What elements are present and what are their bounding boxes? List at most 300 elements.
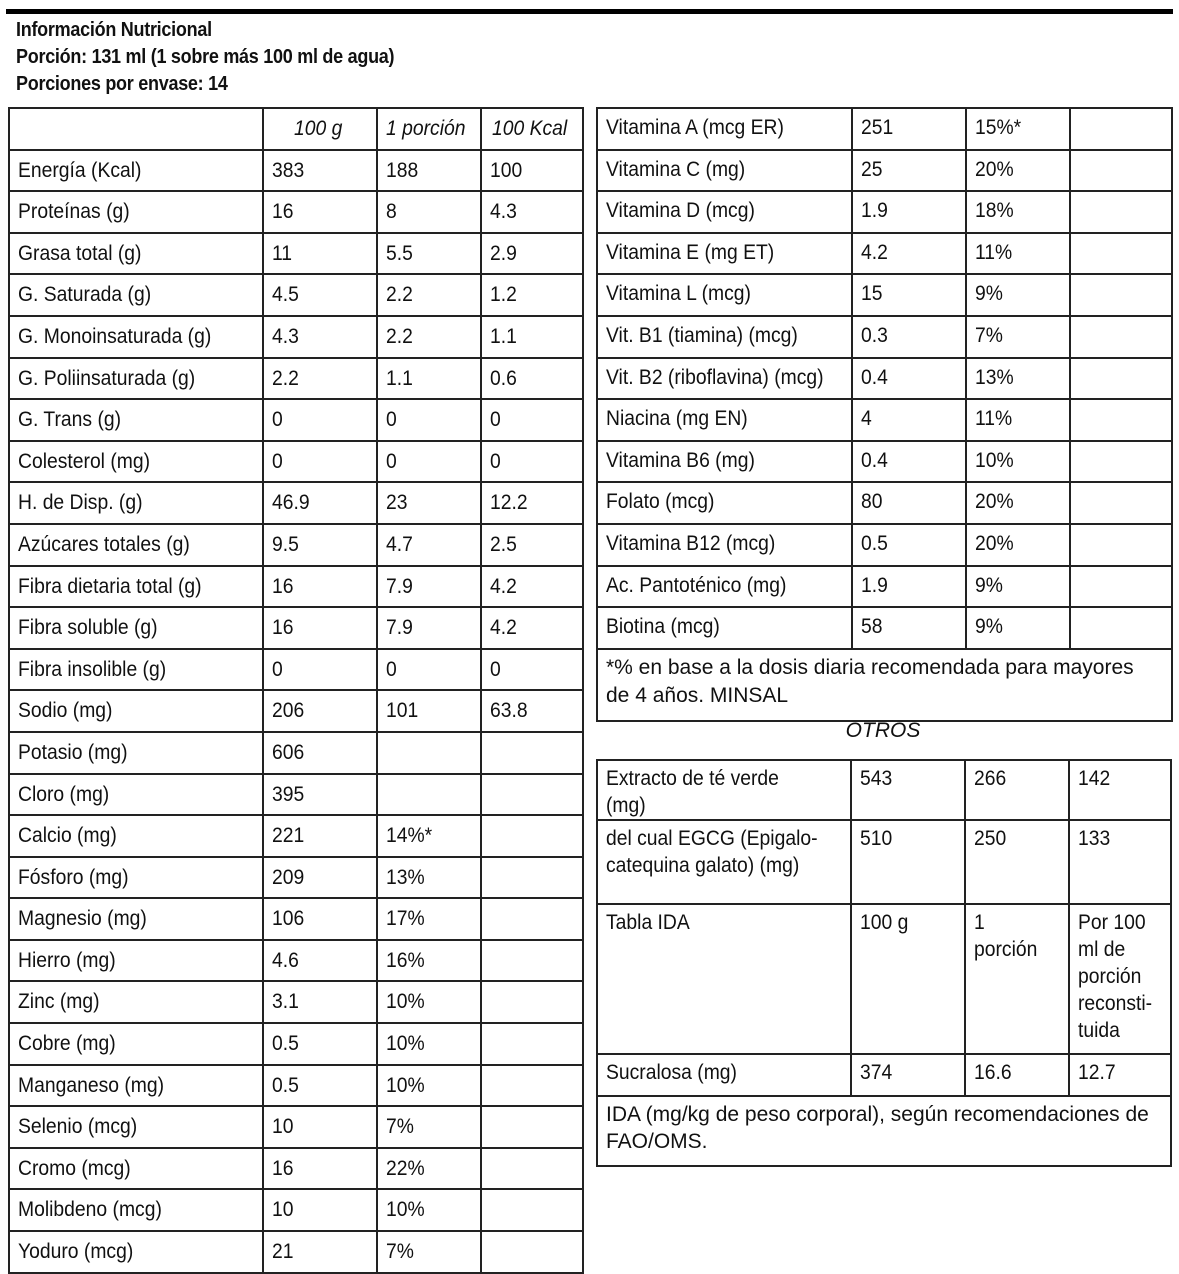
table-row [9, 358, 583, 400]
vitamin-name-text: Vit. B2 (riboflavina) (mcg) [606, 365, 824, 389]
nutrient-value [263, 441, 377, 483]
vitamins-table [596, 107, 1173, 722]
vitamin-value-text: 18% [974, 199, 1014, 223]
nutrient-value [377, 1189, 481, 1231]
nutrient-name-text: Sodio (mg) [18, 699, 113, 723]
vitamin-name [597, 191, 852, 233]
nutrient-value-text: 16 [272, 574, 294, 598]
nutrient-value-text: 16 [272, 1156, 294, 1180]
vitamin-value [852, 191, 966, 233]
vitamin-name [597, 482, 852, 524]
nutrient-value-text: 0 [386, 408, 397, 432]
table-row [597, 1054, 1171, 1096]
item-value [1069, 904, 1171, 1054]
table-row [597, 150, 1172, 192]
nutrient-value-text: 221 [272, 824, 305, 848]
nutrient-value-text: 0 [386, 657, 397, 681]
table-row [9, 524, 583, 566]
vitamin-name [597, 358, 852, 400]
nutrient-name-text: Cloro (mg) [18, 782, 110, 806]
vitamin-value [966, 233, 1070, 275]
nutrient-value [481, 566, 583, 608]
nutrient-name [9, 316, 263, 358]
vitamin-value [852, 150, 966, 192]
table-row [9, 732, 583, 774]
table-row [9, 1106, 583, 1148]
nutrient-value [377, 1148, 481, 1190]
item-name [597, 1054, 851, 1096]
table-row [597, 482, 1172, 524]
item-value [1069, 820, 1171, 904]
vitamin-value [852, 358, 966, 400]
vitamin-value-text: 9% [974, 282, 1003, 306]
table-row [9, 316, 583, 358]
top-rule [6, 9, 1173, 14]
nutrient-name [9, 524, 263, 566]
vitamin-value [966, 566, 1070, 608]
vitamin-name [597, 524, 852, 566]
item-value [851, 1054, 965, 1096]
nutrient-value [263, 1023, 377, 1065]
vitamin-value [852, 274, 966, 316]
nutrient-value [377, 732, 481, 774]
nutrient-name-text: Fibra soluble (g) [18, 616, 158, 640]
nutrient-value [263, 358, 377, 400]
nutrient-name-text: Hierro (mg) [18, 948, 116, 972]
nutrient-name-text: Grasa total (g) [18, 241, 142, 265]
vitamin-value-text: 15 [860, 282, 883, 306]
nutrient-value [263, 274, 377, 316]
otros-section-title: OTROS [845, 719, 921, 742]
nutrient-value-text: 14%* [386, 824, 433, 848]
nutrient-value [377, 191, 481, 233]
item-name-text: del cual EGCG (Epigalo-catequina galato) (mg) [606, 827, 818, 877]
vitamin-name-text: Vitamina C (mg) [606, 157, 746, 181]
nutrient-value-text: 7.9 [386, 616, 413, 640]
nutrient-value [263, 150, 377, 192]
column-header-text: 1 porción [386, 117, 466, 140]
item-name [597, 820, 851, 904]
item-value-text: 510 [860, 827, 893, 850]
table-row [597, 316, 1172, 358]
nutrient-value-text: 4.5 [272, 283, 299, 307]
nutrient-value [377, 607, 481, 649]
nutrient-value-text: 9.5 [272, 532, 299, 556]
vitamin-name-text: Vitamina L (mcg) [606, 282, 751, 306]
nutrient-value-text: 3.1 [272, 990, 299, 1014]
vitamin-value [966, 358, 1070, 400]
vitamin-value [966, 482, 1070, 524]
nutrient-value [377, 316, 481, 358]
table-row [597, 904, 1171, 1054]
table-row [9, 857, 583, 899]
table-row [9, 1148, 583, 1190]
table-row [9, 940, 583, 982]
nutrient-name-text: Fibra insolible (g) [18, 657, 167, 681]
nutrient-value-text: 7% [386, 1115, 414, 1139]
nutrient-value [481, 233, 583, 275]
nutrient-value [377, 441, 481, 483]
nutrient-value-text: 383 [272, 158, 305, 182]
nutrient-value [263, 898, 377, 940]
footnote-row [597, 649, 1172, 721]
nutrient-value [481, 1148, 583, 1190]
nutrient-value-text: 0 [386, 449, 397, 473]
vitamin-value [1070, 441, 1172, 483]
nutrient-value [263, 607, 377, 649]
vitamin-value-text: 20% [974, 157, 1014, 181]
nutrient-name-text: H. de Disp. (g) [18, 491, 143, 515]
table-row [9, 1231, 583, 1273]
vitamin-value-text: 20% [974, 490, 1014, 514]
vitamin-value-text: 0.4 [860, 365, 888, 389]
nutrient-value [377, 1023, 481, 1065]
nutrient-value-text: 1.1 [490, 324, 518, 348]
nutrient-value-text: 5.5 [386, 241, 413, 265]
vitamin-value [966, 607, 1070, 649]
vitamin-name [597, 441, 852, 483]
nutrient-value [377, 399, 481, 441]
nutrient-value [481, 274, 583, 316]
nutrient-value [377, 566, 481, 608]
vitamin-value [966, 274, 1070, 316]
nutrient-value [263, 482, 377, 524]
vitamin-value [1070, 399, 1172, 441]
nutrient-name-text: G. Monoinsaturada (g) [18, 324, 212, 348]
item-value [965, 760, 1069, 820]
vitamin-name-text: Vitamina A (mcg ER) [606, 116, 784, 139]
nutrient-value [377, 524, 481, 566]
nutrient-value-text: 0.5 [272, 1032, 299, 1056]
nutrient-name [9, 358, 263, 400]
vitamin-value [1070, 316, 1172, 358]
nutrient-value [377, 815, 481, 857]
nutrient-name [9, 441, 263, 483]
nutrient-value [377, 1065, 481, 1107]
vitamin-value [852, 233, 966, 275]
table-row [597, 233, 1172, 275]
vitamin-value [966, 150, 1070, 192]
nutrient-value [377, 150, 481, 192]
vitamin-value-text: 4.2 [860, 240, 888, 264]
table-row [9, 441, 583, 483]
nutrient-name [9, 274, 263, 316]
nutrient-name-text: Zinc (mg) [18, 990, 100, 1014]
nutrient-value [263, 774, 377, 816]
table-row [597, 566, 1172, 608]
item-value-text: 543 [860, 767, 893, 790]
nutrient-name [9, 482, 263, 524]
nutrient-value [377, 898, 481, 940]
vitamin-value-text: 1.9 [860, 573, 888, 597]
vitamin-name-text: Biotina (mcg) [606, 615, 720, 639]
nutrient-value-text: 2.2 [272, 366, 299, 390]
vitamin-value-text: 9% [974, 615, 1003, 639]
vitamin-value [852, 607, 966, 649]
item-value [1069, 760, 1171, 820]
vitamin-name-text: Vit. B1 (tiamina) (mcg) [606, 323, 798, 347]
nutrient-value-text: 10% [386, 1032, 425, 1056]
vitamin-value-text: 0.3 [860, 323, 888, 347]
nutrient-value [263, 940, 377, 982]
nutrient-name-text: Selenio (mcg) [18, 1115, 138, 1139]
otros-table [596, 759, 1172, 1167]
nutrient-name [9, 566, 263, 608]
table-row [597, 274, 1172, 316]
nutrient-name [9, 399, 263, 441]
item-value-text: 142 [1078, 767, 1111, 790]
nutrient-value-text: 10% [386, 1198, 425, 1222]
nutrient-value-text: 0 [272, 408, 283, 432]
nutrient-name-text: Calcio (mg) [18, 824, 117, 848]
nutrient-value [377, 857, 481, 899]
item-value [965, 820, 1069, 904]
item-value [965, 1054, 1069, 1096]
nutrient-value [481, 649, 583, 691]
nutrient-value [481, 1231, 583, 1273]
vitamin-value [966, 441, 1070, 483]
vitamin-value-text: 11% [974, 240, 1012, 264]
table-row [597, 760, 1171, 820]
nutrient-value [481, 1106, 583, 1148]
table-row [597, 108, 1172, 150]
label-title: Información Nutricional [16, 19, 212, 41]
nutrient-value-text: 63.8 [490, 699, 528, 723]
portions-per-container: Porciones por envase: 14 [16, 73, 228, 95]
nutrient-value-text: 21 [272, 1240, 294, 1264]
nutrient-value-text: 395 [272, 782, 305, 806]
vitamin-name-text: Vitamina D (mcg) [606, 199, 755, 223]
vitamin-value [852, 399, 966, 441]
nutrient-value [377, 482, 481, 524]
nutrient-value-text: 4.6 [272, 948, 299, 972]
vitamin-value [966, 108, 1070, 150]
nutrient-value [481, 1065, 583, 1107]
vitamin-value [1070, 274, 1172, 316]
nutrient-value-text: 16% [386, 948, 425, 972]
nutrient-value-text: 10 [272, 1115, 294, 1139]
nutrient-value-text: 100 [490, 158, 523, 182]
vitamin-value [852, 566, 966, 608]
vitamin-value-text: 0.4 [860, 448, 888, 472]
nutrient-value [481, 607, 583, 649]
vitamin-value [1070, 566, 1172, 608]
nutrient-value-text: 206 [272, 699, 305, 723]
nutrient-name-text: G. Saturada (g) [18, 283, 152, 307]
nutrient-value-text: 0.5 [272, 1073, 299, 1097]
nutrient-value [263, 1148, 377, 1190]
item-value-text: 374 [860, 1061, 893, 1084]
nutrient-value [263, 399, 377, 441]
nutrient-value [377, 274, 481, 316]
nutrient-name-text: Colesterol (mg) [18, 449, 151, 473]
table-row [9, 233, 583, 275]
table-row [9, 1189, 583, 1231]
nutrient-name [9, 233, 263, 275]
vitamin-name [597, 399, 852, 441]
nutrient-value-text: 16 [272, 616, 294, 640]
nutrient-value-text: 188 [386, 158, 419, 182]
table-row [9, 898, 583, 940]
table-row [597, 191, 1172, 233]
table-row [9, 150, 583, 192]
nutrient-value [481, 358, 583, 400]
nutrient-name [9, 981, 263, 1023]
nutrient-value-text: 11 [272, 241, 293, 265]
table-row [9, 399, 583, 441]
vitamin-value [966, 316, 1070, 358]
nutrient-value [481, 940, 583, 982]
nutrient-name [9, 150, 263, 192]
column-header-text: 100 Kcal [491, 117, 567, 140]
nutrient-value [481, 690, 583, 732]
nutrient-name-text: G. Poliinsaturada (g) [18, 366, 196, 390]
nutrient-name [9, 1065, 263, 1107]
vitamin-value-text: 0.5 [860, 531, 888, 555]
vitamin-name-text: Vitamina B12 (mcg) [606, 531, 776, 555]
nutrient-value-text: 10% [386, 1073, 425, 1097]
vitamin-value-text: 80 [860, 490, 883, 514]
item-value-text: 250 [974, 827, 1007, 850]
table-row [9, 815, 583, 857]
vitamin-name [597, 316, 852, 358]
table-row [597, 820, 1171, 904]
nutrient-value [481, 399, 583, 441]
nutrient-value [263, 815, 377, 857]
item-value-text: 133 [1078, 827, 1111, 850]
column-header [377, 108, 481, 150]
nutrient-value-text: 606 [272, 740, 305, 764]
nutrient-value-text: 4.3 [272, 324, 299, 348]
vitamin-value [852, 108, 966, 150]
nutrient-value-text: 10% [386, 990, 425, 1014]
nutrient-value [263, 524, 377, 566]
nutrient-value-text: 0.6 [490, 366, 518, 390]
nutrient-value-text: 0 [272, 449, 283, 473]
vitamin-value [1070, 233, 1172, 275]
item-value-text: 16.6 [974, 1061, 1012, 1084]
table-row [9, 690, 583, 732]
vitamin-name [597, 274, 852, 316]
table-row [9, 482, 583, 524]
nutrient-value-text: 13% [386, 865, 425, 889]
vitamin-value-text: 7% [974, 323, 1003, 347]
vitamin-name-text: Vitamina E (mg ET) [606, 240, 775, 264]
item-value [851, 760, 965, 820]
nutrient-name [9, 1148, 263, 1190]
column-header [9, 108, 263, 150]
nutrient-value-text: 2.5 [490, 532, 518, 556]
item-name [597, 760, 851, 820]
vitamin-value [966, 524, 1070, 566]
nutrient-value [263, 1065, 377, 1107]
nutrient-value [481, 898, 583, 940]
item-value-text: 266 [974, 767, 1007, 790]
nutrient-value [263, 981, 377, 1023]
vitamin-value [1070, 482, 1172, 524]
nutrient-name-text: Azúcares totales (g) [18, 532, 190, 556]
nutrient-value [377, 649, 481, 691]
nutrient-value [377, 358, 481, 400]
vitamin-value [1070, 358, 1172, 400]
nutrient-value [263, 732, 377, 774]
nutrient-name-text: G. Trans (g) [18, 408, 122, 432]
nutrient-value [263, 566, 377, 608]
vitamin-value-text: 10% [974, 448, 1014, 472]
nutrient-value-text: 0 [490, 408, 502, 432]
nutrient-value-text: 12.2 [490, 491, 528, 515]
vitamin-value-text: 4 [860, 407, 872, 431]
nutrient-name-text: Fósforo (mg) [18, 865, 129, 889]
item-value [1069, 1054, 1171, 1096]
nutrient-value-text: 23 [386, 491, 408, 515]
nutrient-value-text: 7% [386, 1240, 414, 1264]
vitamin-name-text: Vitamina B6 (mg) [606, 448, 755, 472]
nutrient-value [263, 1106, 377, 1148]
nutrient-value-text: 2.9 [490, 241, 518, 265]
vitamin-value [966, 191, 1070, 233]
vitamin-value-text: 251 [860, 116, 893, 139]
nutrient-value [263, 1189, 377, 1231]
nutrient-value-text: 46.9 [272, 491, 310, 515]
item-value [851, 904, 965, 1054]
nutrient-value [377, 1106, 481, 1148]
table-row [597, 524, 1172, 566]
nutrient-name [9, 649, 263, 691]
nutrient-value [263, 191, 377, 233]
nutrient-value-text: 106 [272, 907, 305, 931]
nutrient-value-text: 8 [386, 200, 397, 224]
nutrient-value [481, 1023, 583, 1065]
nutrient-value-text: 1.2 [490, 283, 518, 307]
vitamin-value [852, 524, 966, 566]
nutrient-value [377, 233, 481, 275]
item-name [597, 904, 851, 1054]
nutrient-value-text: 2.2 [386, 324, 413, 348]
vitamin-value-text: 20% [974, 531, 1014, 555]
nutrient-value-text: 22% [386, 1156, 425, 1180]
nutrient-value [481, 441, 583, 483]
nutrient-value [377, 981, 481, 1023]
vitamin-value [1070, 108, 1172, 150]
item-value-text: Por 100 ml de porción reconsti-tuida [1078, 911, 1153, 1042]
vitamin-value [852, 316, 966, 358]
table-row [597, 358, 1172, 400]
portion-size: Porción: 131 ml (1 sobre más 100 ml de agua) [16, 46, 395, 68]
nutrient-value-text: 0 [272, 657, 283, 681]
nutrient-name-text: Proteínas (g) [18, 200, 130, 224]
item-name-text: Tabla IDA [606, 911, 690, 934]
table-row [9, 607, 583, 649]
item-value-text: 12.7 [1078, 1061, 1116, 1084]
table-row [9, 981, 583, 1023]
nutrient-value [481, 981, 583, 1023]
nutrient-value [481, 191, 583, 233]
nutrient-name [9, 898, 263, 940]
vitamin-value [966, 399, 1070, 441]
footnote-row [597, 1096, 1171, 1166]
label-header [16, 17, 394, 98]
nutrient-value-text: 4.7 [386, 532, 413, 556]
nutrient-value-text: 1.1 [386, 366, 413, 390]
table-row [597, 441, 1172, 483]
vitamin-name-text: Folato (mcg) [606, 490, 715, 514]
item-value [851, 820, 965, 904]
nutrient-value [377, 1231, 481, 1273]
nutrient-name [9, 774, 263, 816]
nutrient-value [481, 732, 583, 774]
vitamin-value [852, 441, 966, 483]
